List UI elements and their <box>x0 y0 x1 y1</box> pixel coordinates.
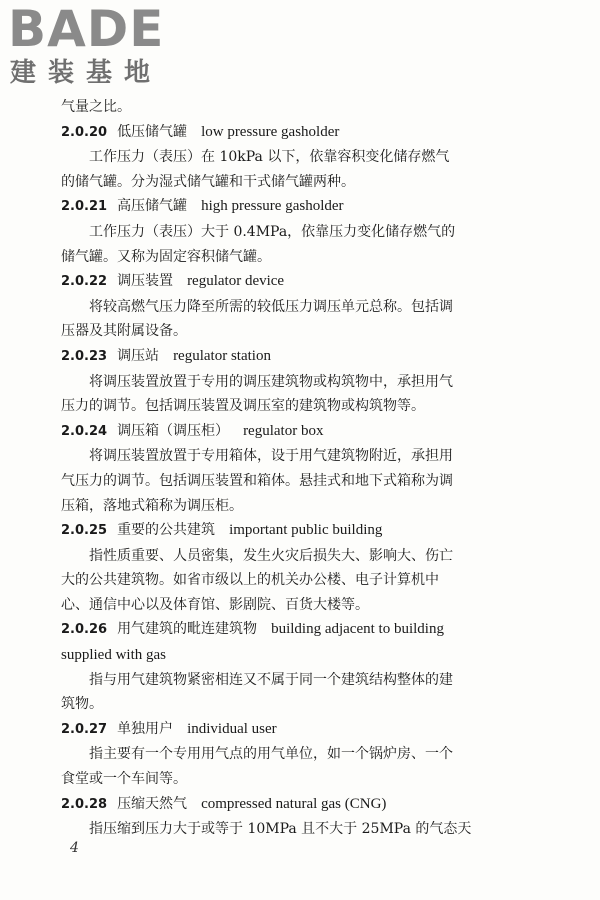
term-heading <box>61 617 521 643</box>
term-heading <box>61 120 521 146</box>
term-english: important public building <box>229 522 383 539</box>
term-english-continuation: supplied with gas <box>61 647 166 664</box>
paragraph-line: 将调压装置放置于专用的调压建筑物或构筑物中，承担用气 <box>89 373 453 390</box>
paragraph-line: 心、通信中心以及体育馆、影剧院、百货大楼等。 <box>61 596 369 613</box>
term-chinese: 单独用户 <box>117 720 174 737</box>
term-heading <box>61 269 521 295</box>
clause-number: 2.0.20 <box>61 124 108 140</box>
term-english: regulator device <box>187 273 285 290</box>
clause-number: 2.0.21 <box>61 199 108 215</box>
paragraph-line: 食堂或一个车间等。 <box>61 771 187 788</box>
term-chinese: 调压站 <box>117 347 160 364</box>
term-heading <box>61 344 521 370</box>
paragraph-line: 气量之比。 <box>61 99 131 115</box>
paragraph-line: 筑物。 <box>61 696 103 713</box>
paragraph-line: 指性质重要、人员密集，发生火灾后损失大、影响大、伤亡 <box>89 547 453 564</box>
term-chinese: 用气建筑的毗连建筑物 <box>117 621 258 638</box>
page-number: 4 <box>70 840 79 856</box>
logo <box>8 0 178 90</box>
term-chinese: 低压储气罐 <box>117 123 188 140</box>
term-english: building adjacent to building <box>271 621 444 638</box>
paragraph-line: 储气罐。又称为固定容积储气罐。 <box>61 248 271 265</box>
term-heading <box>61 194 521 220</box>
paragraph-line: 的储气罐。分为湿式储气罐和干式储气罐两种。 <box>61 173 355 190</box>
clause-number: 2.0.24 <box>61 423 108 439</box>
term-english: regulator station <box>173 347 271 364</box>
clause-number: 2.0.27 <box>61 721 108 737</box>
term-english: regulator box <box>243 422 324 439</box>
term-heading <box>61 792 521 818</box>
term-heading <box>61 518 521 544</box>
term-english: individual user <box>187 720 277 737</box>
paragraph-line: 指与用气建筑物紧密相连又不属于同一个建筑结构整体的建 <box>89 671 453 688</box>
clause-number: 2.0.28 <box>61 796 108 812</box>
term-heading <box>61 717 521 743</box>
paragraph-line: 将较高燃气压力降至所需的较低压力调压单元总称。包括调 <box>89 298 453 315</box>
term-english: compressed natural gas (CNG) <box>201 795 387 812</box>
logo-latin-text: BADE <box>8 0 165 58</box>
document-body <box>61 95 521 842</box>
term-chinese: 高压储气罐 <box>117 198 188 215</box>
term-chinese: 压缩天然气 <box>117 795 188 812</box>
term-english: high pressure gasholder <box>201 198 344 215</box>
paragraph-line: 工作压力（表压）在 10kPa 以下，依靠容积变化储存燃气 <box>89 149 450 166</box>
paragraph-line: 压箱，落地式箱称为调压柜。 <box>61 497 243 514</box>
clause-number: 2.0.22 <box>61 274 108 290</box>
paragraph-line: 工作压力（表压）大于 0.4MPa，依靠压力变化储存燃气的 <box>89 223 456 240</box>
paragraph-line: 气压力的调节。包括调压装置和箱体。悬挂式和地下式箱称为调 <box>61 472 453 489</box>
logo-cjk-text: 建装基地 <box>10 58 163 88</box>
paragraph-line: 压器及其附属设备。 <box>61 323 187 340</box>
term-chinese: 重要的公共建筑 <box>117 522 216 539</box>
term-chinese: 调压箱（调压柜） <box>117 422 230 439</box>
clause-number: 2.0.23 <box>61 348 108 364</box>
paragraph-line: 大的公共建筑物。如省市级以上的机关办公楼、电子计算机中 <box>61 572 439 589</box>
clause-number: 2.0.26 <box>61 622 108 638</box>
term-chinese: 调压装置 <box>117 273 174 290</box>
paragraph-line: 压力的调节。包括调压装置及调压室的建筑物或构筑物等。 <box>61 398 425 415</box>
paragraph-line: 指主要有一个专用用气点的用气单位，如一个锅炉房、一个 <box>89 746 453 763</box>
paragraph-line: 指压缩到压力大于或等于 10MPa 且不大于 25MPa 的气态天 <box>89 821 472 838</box>
clause-number: 2.0.25 <box>61 523 108 539</box>
paragraph-line: 将调压装置放置于专用箱体，设于用气建筑物附近，承担用 <box>89 448 453 465</box>
term-heading <box>61 419 521 445</box>
term-english: low pressure gasholder <box>201 123 340 140</box>
